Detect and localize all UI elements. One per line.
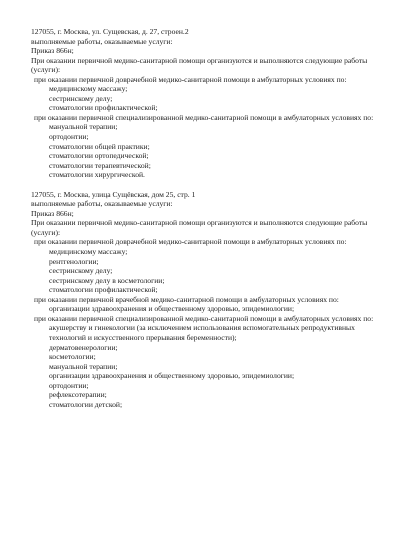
list-item: стоматологии терапевтической; [49, 160, 151, 170]
list-item: рефлексотерапии; [49, 390, 107, 400]
services-intro: При оказании первичной медико-санитарной помощи организуются и выполняются следующие работы (услуги): [31, 55, 368, 75]
list-item: стоматологии детской; [49, 399, 123, 409]
list-item: организации здравоохранения и общественному здоровью, эпидемиологии; [49, 371, 295, 381]
address-section-1 [31, 27, 383, 180]
list-item: ортодонтии; [49, 132, 89, 142]
works-label: выполняемые работы, оказываемые услуги: [31, 199, 173, 209]
list-item: мануальной терапии; [49, 122, 118, 132]
list-item: рентгенологии; [49, 256, 99, 266]
list-item: акушерству и гинекологии (за исключением использования вспомогательных репродуктивных технологий и искусственного прерывания беременности); [49, 323, 355, 342]
list-item: организации здравоохранения и общественному здоровью, эпидемиологии; [49, 304, 295, 314]
list-item: сестринскому делу в косметологии; [49, 275, 165, 285]
address-heading: 127055, г. Москва, улица Сущёвская, дом 25, стр. 1 [31, 189, 196, 199]
group-heading: при оказании первичной специализированной медико-санитарной помощи в амбулаторных условиях по: [34, 313, 374, 323]
list-item: мануальной терапии; [49, 361, 118, 371]
list-item: сестринскому делу; [49, 93, 113, 103]
group-heading: при оказании первичной доврачебной медико-санитарной помощи в амбулаторных условиях по: [34, 237, 347, 247]
list-item: ортодонтии; [49, 380, 89, 390]
list-item: стоматологии профилактической; [49, 285, 158, 295]
order-reference: Приказ 866н; [31, 46, 74, 56]
list-item: стоматологии общей практики; [49, 141, 150, 151]
list-item: косметологии; [49, 352, 96, 362]
list-item: стоматологии профилактической; [49, 103, 158, 113]
address-section-2 [31, 190, 383, 410]
list-item: дерматовенерологии; [49, 342, 118, 352]
list-item: стоматологии ортопедической; [49, 151, 149, 161]
list-item: стоматологии хирургической. [49, 170, 145, 180]
order-reference: Приказ 866н; [31, 208, 74, 218]
section-spacer [31, 180, 383, 190]
address-heading: 127055, г. Москва, ул. Сущевская, д. 27, строен.2 [31, 27, 189, 36]
group-heading: при оказании первичной специализированной медико-санитарной помощи в амбулаторных условиях по: [34, 112, 374, 122]
list-item: медицинскому массажу; [49, 247, 128, 257]
license-document [31, 27, 383, 409]
list-item: медицинскому массажу; [49, 84, 128, 94]
works-label: выполняемые работы, оказываемые услуги: [31, 36, 173, 46]
group-heading: при оказании первичной доврачебной медико-санитарной помощи в амбулаторных условиях по: [34, 74, 347, 84]
group-heading: при оказании первичной врачебной медико-санитарной помощи в амбулаторных условиях по: [34, 294, 339, 304]
list-item: сестринскому делу; [49, 266, 113, 276]
services-intro: При оказании первичной медико-санитарной помощи организуются и выполняются следующие работы (услуги): [31, 218, 368, 237]
